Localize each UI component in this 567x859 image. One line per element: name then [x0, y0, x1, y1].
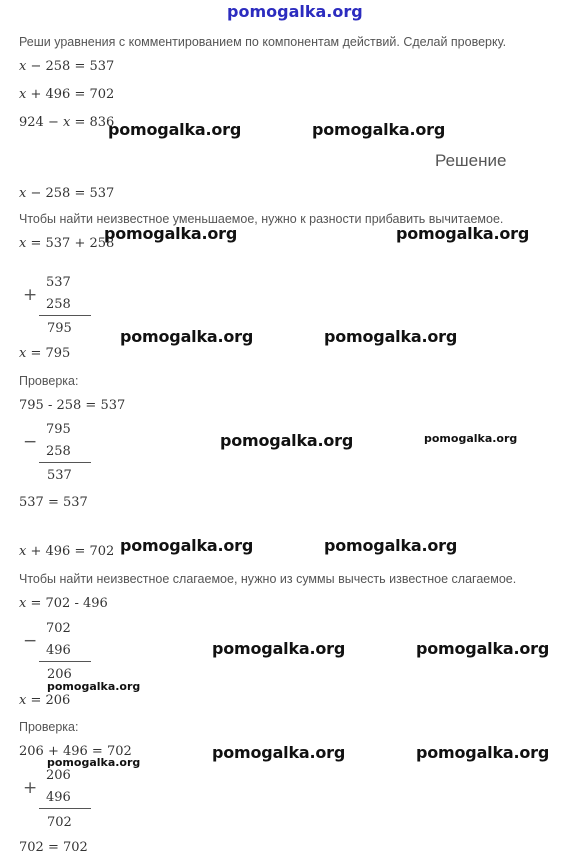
watermark: pomogalka.org [108, 120, 242, 139]
watermark: pomogalka.org [324, 536, 458, 555]
solution2-check-label: Проверка: [19, 720, 79, 734]
watermark: pomogalka.org [47, 680, 141, 693]
column-result: 206 [47, 667, 72, 682]
task-equation-3: 924 − x = 836 [19, 115, 115, 130]
solution2-answer: x = 206 [19, 693, 71, 708]
watermark: pomogalka.org [104, 224, 238, 243]
operand-b: 258 [46, 444, 71, 459]
column-result: 702 [47, 815, 72, 830]
operand-a: 702 [46, 621, 71, 636]
solution1-answer: x = 795 [19, 346, 71, 361]
solution1-check-equation: 795 - 258 = 537 [19, 398, 126, 413]
watermark: pomogalka.org [416, 743, 550, 762]
operand-b: 258 [46, 297, 71, 312]
solution2-rule: Чтобы найти неизвестное слагаемое, нужно из суммы вычесть известное слагаемое. [19, 572, 517, 586]
solution1-equation: x − 258 = 537 [19, 186, 115, 201]
solution2-column-subtraction [19, 621, 99, 681]
plus-sign: + [23, 285, 38, 305]
watermark: pomogalka.org [120, 536, 254, 555]
solution1-check-result: 537 = 537 [19, 495, 88, 510]
column-line [39, 315, 91, 316]
operand-a: 206 [46, 768, 71, 783]
operand-a: 795 [46, 422, 71, 437]
watermark-top: pomogalka.org [227, 2, 363, 21]
solution1-rule: Чтобы найти неизвестное уменьшаемое, нужно к разности прибавить вычитаемое. [19, 212, 504, 226]
solution2-check-result: 702 = 702 [19, 840, 88, 855]
watermark: pomogalka.org [212, 639, 346, 658]
column-result: 795 [47, 321, 72, 336]
operand-a: 537 [46, 275, 71, 290]
solution2-check-equation: 206 + 496 = 702 [19, 744, 132, 759]
watermark: pomogalka.org [416, 639, 550, 658]
minus-sign: − [23, 631, 38, 651]
operand-b: 496 [46, 643, 71, 658]
solution1-step: x = 537 + 258 [19, 236, 115, 251]
task-text: Реши уравнения с комментированием по компонентам действий. Сделай проверку. [19, 35, 507, 49]
column-line [39, 462, 91, 463]
watermark: pomogalka.org [220, 431, 354, 450]
watermark: pomogalka.org [312, 120, 446, 139]
column-result: 537 [47, 468, 72, 483]
operand-b: 496 [46, 790, 71, 805]
minus-sign: − [23, 432, 38, 452]
watermark: pomogalka.org [47, 756, 141, 769]
watermark: pomogalka.org [424, 432, 518, 445]
task-equation-2: x + 496 = 702 [19, 87, 115, 102]
solution-heading: Решение [435, 151, 507, 170]
solution2-check-column [19, 768, 99, 828]
task-equation-1: x − 258 = 537 [19, 59, 115, 74]
solution1-check-column [19, 422, 99, 482]
solution1-column-addition [19, 275, 99, 335]
watermark: pomogalka.org [212, 743, 346, 762]
watermark: pomogalka.org [324, 327, 458, 346]
column-line [39, 661, 91, 662]
watermark: pomogalka.org [396, 224, 530, 243]
column-line [39, 808, 91, 809]
solution2-equation: x + 496 = 702 [19, 544, 115, 559]
watermark: pomogalka.org [120, 327, 254, 346]
solution1-check-label: Проверка: [19, 374, 79, 388]
solution2-step: x = 702 - 496 [19, 596, 108, 611]
plus-sign: + [23, 778, 38, 798]
